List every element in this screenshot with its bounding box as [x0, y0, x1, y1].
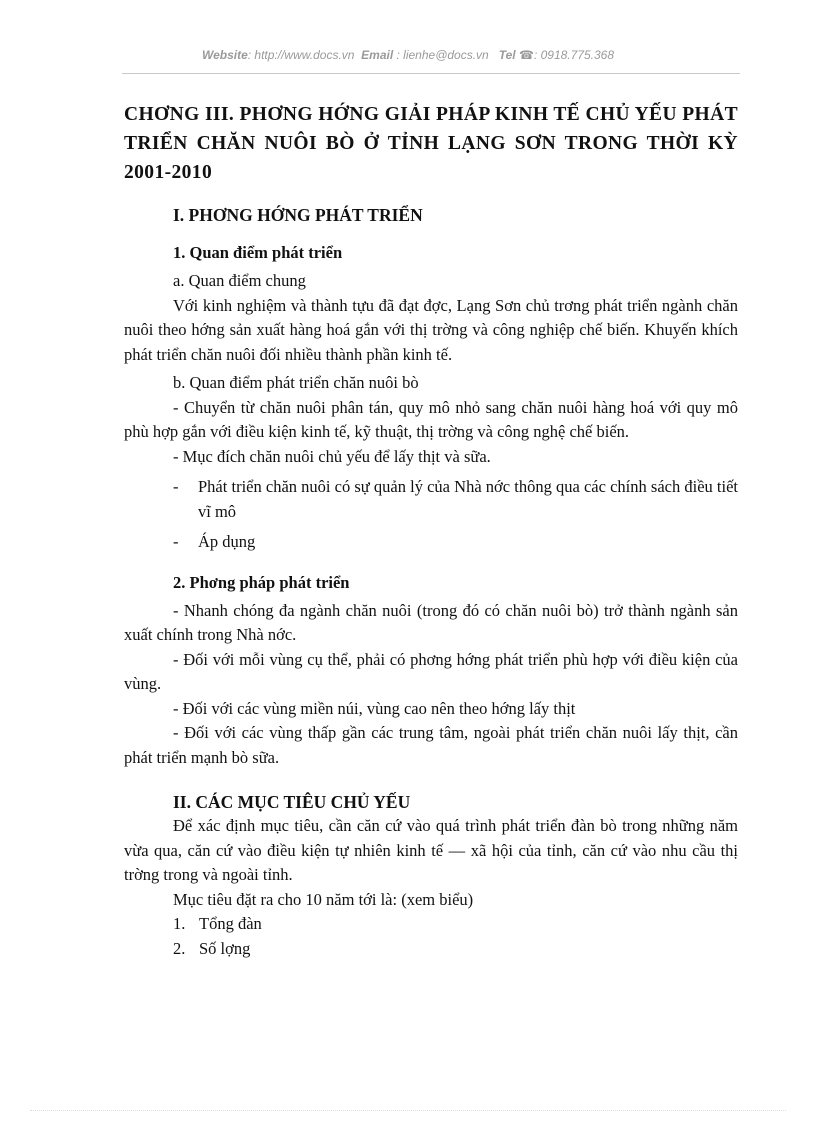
phone-icon: ☎: [519, 48, 534, 62]
tel-value: : 0918.775.368: [533, 48, 615, 62]
bullet-item: [124, 530, 738, 555]
email-value: : lienhe@docs.vn: [396, 48, 489, 62]
chapter-title: CHƠNG III. PHƠNG HỚNG GIẢI PHÁP KINH TẾ CHỦ YẾU PHÁT TRIỂN CHĂN NUÔI BÒ Ở TỈNH LẠNG SƠN TRONG THỜI KỲ 2001-2010: [124, 104, 738, 183]
point-b-paragraph-2: - Mục đích chăn nuôi chủ yếu để lấy thịt và sữa.: [173, 446, 491, 466]
subsection-heading-1: 1. Quan điểm phát triển: [173, 243, 343, 262]
bullet-text-2: Áp dụng: [198, 532, 256, 551]
goals-intro: Mục tiêu đặt ra cho 10 năm tới là: (xem biểu): [173, 889, 474, 909]
list-number: 1.: [173, 914, 186, 933]
point-a-paragraph: Với kinh nghiệm và thành tựu đã đạt đợc, Lạng Sơn chủ trơng phát triển ngành chăn nuôi theo hớng sản xuất hàng hoá gắn với thị trờng và công nghiệp chế biến. Khuyến khích phát triển chăn nuôi đối nhiều thành phần kinh tế.: [124, 295, 738, 364]
website-value: : http://www.docs.vn: [247, 48, 355, 62]
bullet-mark: -: [173, 477, 179, 496]
goals-paragraph: Để xác định mục tiêu, cần căn cứ vào quá trình phát triển đàn bò trong những năm vừa qua, căn cứ vào điều kiện tự nhiên kinh tế — xã hội của tỉnh, căn cứ vào nhu cầu thị trờng trong và ngoài tỉnh.: [124, 816, 738, 884]
list-item: [173, 912, 738, 937]
point-b-paragraph-1: - Chuyển từ chăn nuôi phân tán, quy mô nhỏ sang chăn nuôi hàng hoá với quy mô phù hợp gắn với điều kiện kinh tế, kỹ thuật, thị trờng và công nghệ chế biến.: [124, 397, 738, 441]
bullet-item: [124, 475, 738, 524]
method-paragraph-1: - Nhanh chóng đa ngành chăn nuôi (trong đó có chăn nuôi bò) trở thành ngành sản xuất chính trong Nhà nớc.: [124, 600, 738, 644]
method-paragraph-4: - Đối với các vùng thấp gần các trung tâm, ngoài phát triển chăn nuôi lấy thịt, cần phát triển mạnh bò sữa.: [124, 723, 738, 767]
email-label: Email: [361, 48, 394, 62]
header-divider: [122, 73, 740, 74]
method-paragraph-3: - Đối với các vùng miền núi, vùng cao nên theo hớng lấy thịt: [173, 698, 576, 718]
section-heading-1: I. PHƠNG HỚNG PHÁT TRIỂN: [173, 205, 423, 225]
list-number: 2.: [173, 938, 186, 958]
bullet-text-1: Phát triển chăn nuôi có sự quản lý của Nhà nớc thông qua các chính sách điều tiết vĩ mô: [198, 477, 738, 521]
document-body: [124, 100, 738, 961]
website-label: Website: [201, 48, 248, 62]
tel-label: Tel: [498, 48, 516, 62]
footer-divider: [30, 1110, 786, 1111]
bullet-mark: -: [173, 532, 179, 551]
list-text: Số lợng: [199, 938, 251, 958]
method-paragraph-2: - Đối với mỗi vùng cụ thể, phải có phơng hớng phát triển phù hợp với điều kiện của vùng.: [124, 649, 738, 693]
point-a-label: a. Quan điểm chung: [173, 271, 306, 290]
point-b-label: b. Quan điểm phát triển chăn nuôi bò: [173, 373, 419, 392]
section-heading-2: II. CÁC MỤC TIÊU CHỦ YẾU: [173, 792, 411, 812]
list-text: Tổng đàn: [199, 914, 262, 933]
subsection-heading-2: 2. Phơng pháp phát triển: [173, 572, 350, 592]
page-header: [0, 48, 816, 62]
list-item: [173, 937, 738, 962]
